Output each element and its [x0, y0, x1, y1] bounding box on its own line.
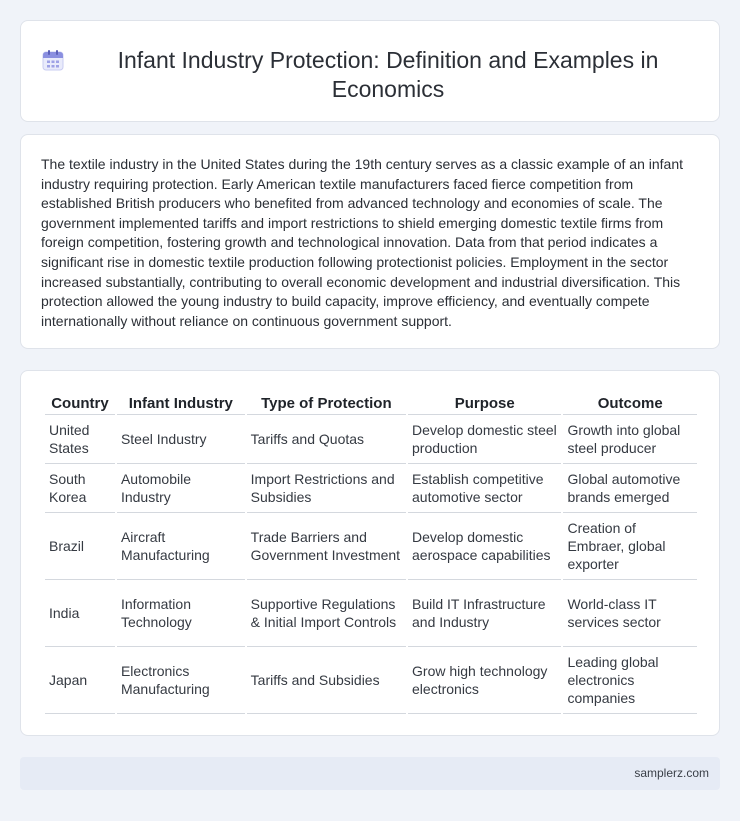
- description-text: The textile industry in the United States during the 19th century serves as a classic example of an infant industry requiring protection. Early American textile manufacturers faced fierce competition from established British producers who benefited from advanced technology and economies of scale. The government implemented tariffs and import restrictions to shield emerging domestic textile firms from foreign competition, fostering growth and technological innovation. Data from that period indicates a significant rise in domestic textile production following protectionist policies. Employment in the sector increased substantially, contributing to overall economic development and industrial diversification. This protection allowed the young industry to build capacity, improve efficiency, and eventually compete internationally without reliance on continuous government support.: [41, 156, 684, 329]
- table-row: [45, 464, 697, 513]
- column-header-purpose: Purpose: [408, 393, 561, 415]
- table-row: [45, 415, 697, 464]
- cell-purpose: Build IT Infrastructure and Industry: [408, 580, 561, 647]
- table-row: [45, 647, 697, 714]
- table-row: [45, 513, 697, 580]
- cell-outcome: Growth into global steel producer: [563, 415, 697, 464]
- cell-country: United States: [45, 415, 115, 464]
- table-header-row: [45, 393, 697, 415]
- cell-purpose: Establish competitive automotive sector: [408, 464, 561, 513]
- footer-site-link[interactable]: samplerz.com: [634, 766, 709, 780]
- page-title: Infant Industry Protection: Definition and Examples in Economics: [117, 47, 659, 102]
- column-header-outcome: Outcome: [563, 393, 697, 415]
- cell-type-of-protection: Tariffs and Quotas: [247, 415, 406, 464]
- cell-infant-industry: Information Technology: [117, 580, 245, 647]
- header-card: [20, 20, 720, 122]
- cell-type-of-protection: Trade Barriers and Government Investment: [247, 513, 406, 580]
- cell-type-of-protection: Tariffs and Subsidies: [247, 647, 406, 714]
- cell-outcome: World-class IT services sector: [563, 580, 697, 647]
- cell-outcome: Leading global electronics companies: [563, 647, 697, 714]
- cell-infant-industry: Aircraft Manufacturing: [117, 513, 245, 580]
- cell-infant-industry: Automobile Industry: [117, 464, 245, 513]
- cell-infant-industry: Electronics Manufacturing: [117, 647, 245, 714]
- table-row: [45, 580, 697, 647]
- cell-country: South Korea: [45, 464, 115, 513]
- cell-purpose: Develop domestic aerospace capabilities: [408, 513, 561, 580]
- cell-type-of-protection: Import Restrictions and Subsidies: [247, 464, 406, 513]
- footer-bar: [20, 757, 720, 790]
- column-header-type-of-protection: Type of Protection: [247, 393, 406, 415]
- cell-outcome: Creation of Embraer, global exporter: [563, 513, 697, 580]
- cell-type-of-protection: Supportive Regulations & Initial Import Controls: [247, 580, 406, 647]
- cell-outcome: Global automotive brands emerged: [563, 464, 697, 513]
- cell-infant-industry: Steel Industry: [117, 415, 245, 464]
- column-header-country: Country: [45, 393, 115, 415]
- cell-country: Japan: [45, 647, 115, 714]
- protection-table: [43, 393, 699, 714]
- cell-country: Brazil: [45, 513, 115, 580]
- column-header-infant-industry: Infant Industry: [117, 393, 245, 415]
- table-card: [20, 370, 720, 736]
- cell-purpose: Grow high technology electronics: [408, 647, 561, 714]
- calendar-icon: [42, 49, 64, 71]
- cell-purpose: Develop domestic steel production: [408, 415, 561, 464]
- cell-country: India: [45, 580, 115, 647]
- description-card: [20, 134, 720, 349]
